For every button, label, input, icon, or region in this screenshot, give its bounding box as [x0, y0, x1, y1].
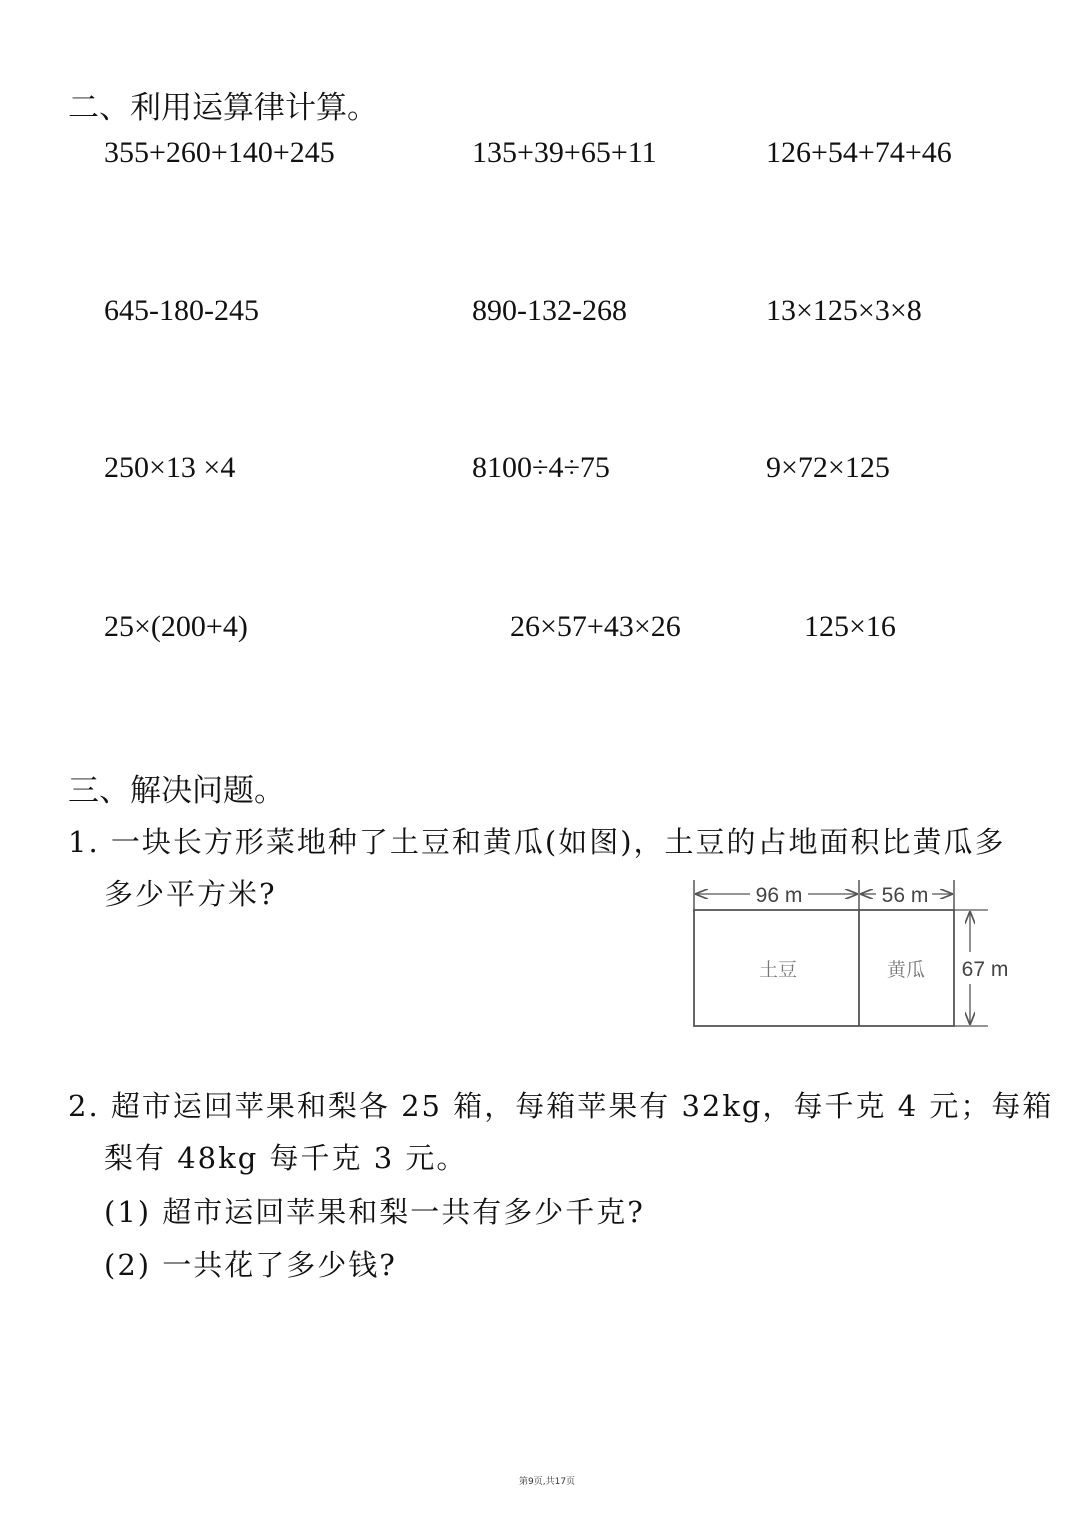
expression: 135+39+65+11: [472, 136, 657, 169]
height-label: 67 m: [961, 958, 1009, 981]
expression: 9×72×125: [766, 451, 890, 484]
expression: 890-132-268: [472, 294, 627, 327]
expression: 250×13 ×4: [104, 451, 236, 484]
problem-1-line-2: 多少平方米?: [104, 877, 277, 911]
width-label-cucumber: 56 m: [881, 884, 929, 907]
width-label-potato: 96 m: [755, 884, 803, 907]
expression: 645-180-245: [104, 294, 259, 327]
section-2-title: 二、利用运算律计算。: [68, 90, 378, 126]
potato-label: 土豆: [758, 959, 798, 981]
problem-2-question-1: (1) 超市运回苹果和梨一共有多少千克?: [104, 1195, 645, 1229]
problem-1-line-1: 1. 一块长方形菜地种了土豆和黄瓜(如图)，土豆的占地面积比黄瓜多: [68, 825, 1006, 859]
expression: 13×125×3×8: [766, 294, 922, 327]
field-diagram: [680, 872, 1030, 1042]
expression: 125×16: [804, 610, 896, 643]
section-3-title: 三、解决问题。: [68, 773, 285, 809]
problem-2-line-2: 梨有 48kg 每千克 3 元。: [104, 1141, 468, 1175]
problem-2-line-1: 2. 超市运回苹果和梨各 25 箱，每箱苹果有 32kg，每千克 4 元；每箱: [68, 1089, 1054, 1123]
expression: 26×57+43×26: [510, 610, 681, 643]
expression: 126+54+74+46: [766, 136, 952, 169]
expression: 355+260+140+245: [104, 136, 335, 169]
problem-2-question-2: (2) 一共花了多少钱?: [104, 1248, 397, 1282]
page-number-footer: 第9页,共17页: [519, 1477, 576, 1487]
expression: 25×(200+4): [104, 610, 248, 643]
expression: 8100÷4÷75: [472, 451, 610, 484]
cucumber-label: 黄瓜: [886, 959, 926, 981]
